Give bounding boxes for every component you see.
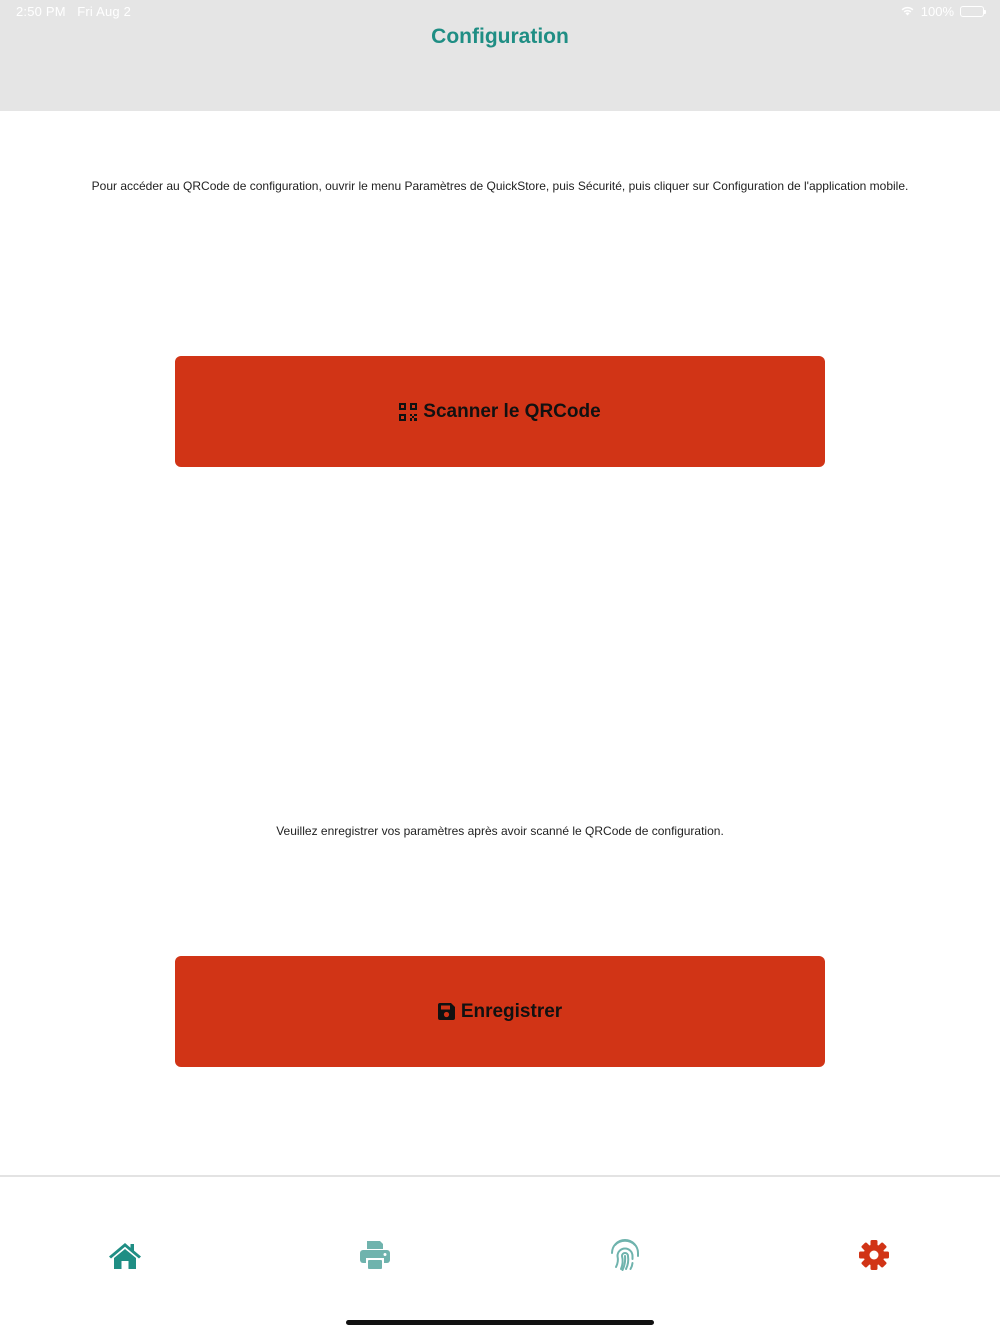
home-icon bbox=[107, 1240, 143, 1275]
floppy-disk-icon bbox=[438, 1003, 455, 1020]
scan-qrcode-button-label: Scanner le QRCode bbox=[423, 400, 601, 422]
page-title: Configuration bbox=[431, 25, 569, 48]
instruction-text-save: Veuillez enregistrer vos paramètres après avoir scanné le QRCode de configuration. bbox=[276, 824, 724, 838]
tab-print[interactable] bbox=[350, 1237, 400, 1277]
tab-home[interactable] bbox=[100, 1237, 150, 1277]
printer-icon bbox=[359, 1239, 391, 1276]
navigation-header bbox=[0, 0, 1000, 111]
status-time-text: 2:50 PM bbox=[16, 4, 66, 19]
tab-settings[interactable] bbox=[849, 1237, 899, 1277]
fingerprint-icon bbox=[609, 1239, 641, 1276]
save-button-label: Enregistrer bbox=[460, 1000, 563, 1022]
battery-icon bbox=[960, 6, 984, 17]
home-indicator bbox=[346, 1320, 654, 1325]
qrcode-icon bbox=[399, 403, 417, 421]
wifi-icon bbox=[900, 4, 915, 19]
bottom-tab-bar bbox=[0, 1175, 1000, 1334]
status-date-text: Fri Aug 2 bbox=[77, 4, 132, 19]
save-button[interactable] bbox=[175, 956, 825, 1067]
battery-percentage: 100% bbox=[920, 4, 954, 19]
status-bar-indicators bbox=[900, 4, 984, 19]
instruction-text-scan: Pour accéder au QRCode de configuration, ouvrir le menu Paramètres de QuickStore, puis Sécurité, puis cliquer sur Configuration de l'application mobile. bbox=[91, 179, 909, 193]
tab-fingerprint[interactable] bbox=[600, 1237, 650, 1277]
gear-icon bbox=[858, 1239, 890, 1276]
scan-qrcode-button[interactable] bbox=[175, 356, 825, 467]
status-bar-time bbox=[16, 4, 131, 19]
